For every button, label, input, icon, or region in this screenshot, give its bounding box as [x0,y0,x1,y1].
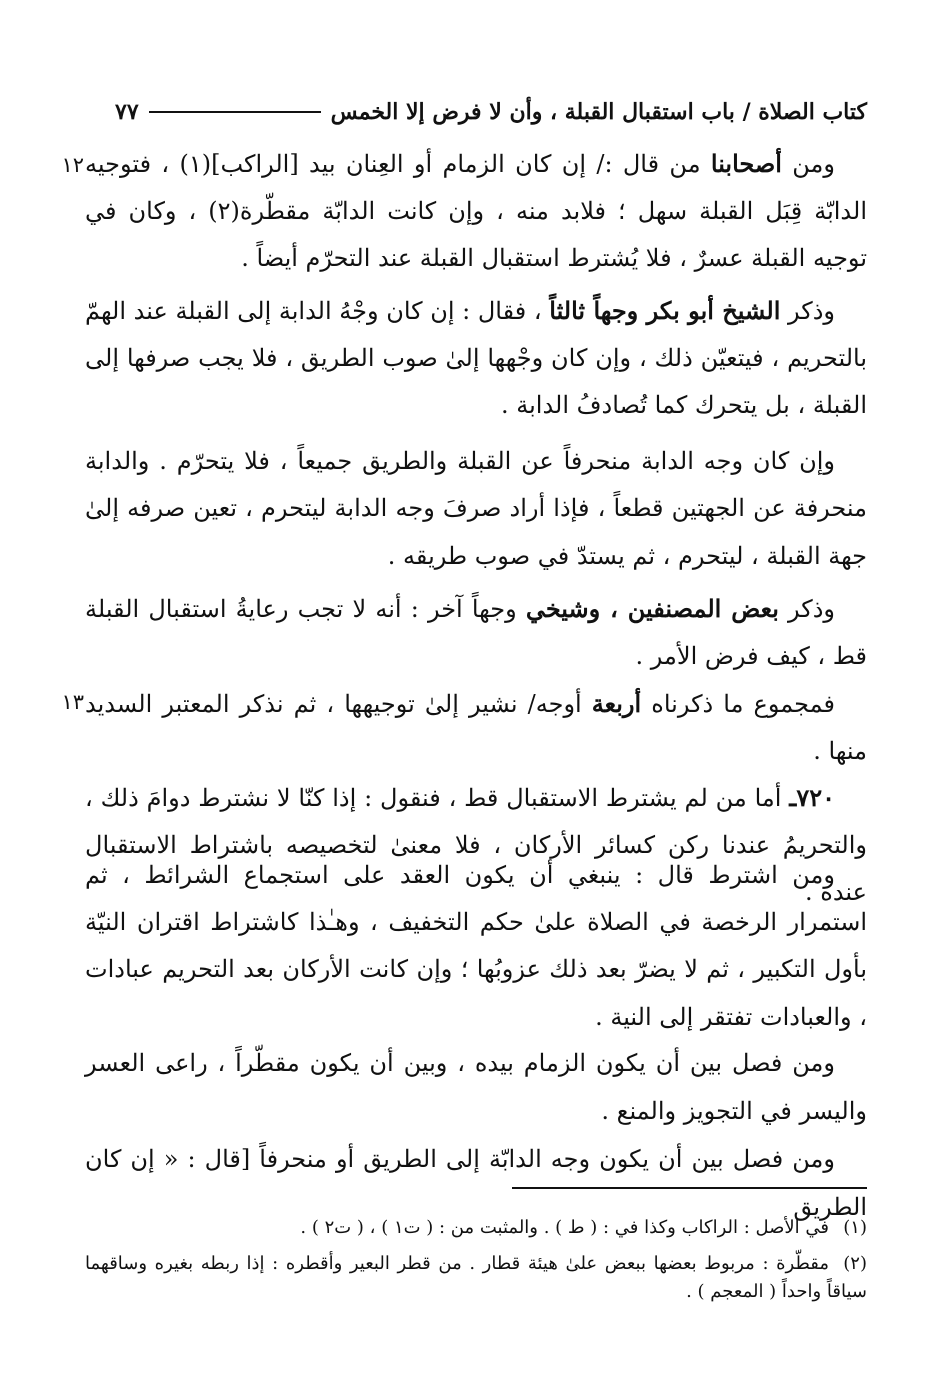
paragraph: ومن فصل بين أن يكون وجه الدابّة إلى الطريق أو منحرفاً [قال : « إن كان الطريق [85,1145,867,1221]
margin-number: ١٣ [61,690,84,714]
paragraph: وإن كان وجه الدابة منحرفاً عن القبلة والطريق جميعاً ، فلا يتحرّم . والدابة منحرفة عن الجهتين قطعاً ، فإذا أراد صرفَ وجه الدابة ليتحرم ، تعين صرفه إلىٰ جهة القبلة ، ليتحرم ، ثم يستدّ في صوب طريقه . [85,447,868,570]
header-title: كتاب الصلاة / باب استقبال القبلة ، وأن لا فرض إلا الخمس [330,99,867,125]
footnote [85,1250,867,1306]
paragraph: وذكر الشيخ أبو بكر وجهاً ثالثاً ، فقال : إن كان وجْهُ الدابة إلى القبلة عند الهمّ بالتحريم ، فيتعيّن ذلك ، وإن كان وجْهها إلىٰ صوب الطريق ، فلا يجب صرفها إلى القبلة ، بل يتحرك كما تُصادفُ الدابة . [85,296,867,419]
footnote-number: (٢) [843,1253,867,1274]
paragraph: ومن اشترط قال : ينبغي أن يكون العقد على استجماع الشرائط ، ثم استمرار الرخصة في الصلاة علىٰ حكم التخفيف ، وهـٰذا كاشتراط اقتران النيّة بأول التكبير ، ثم لا يضرّ بعد ذلك عزوبُها ؛ وإن كانت الأركان بعد التحريم عبادات ، والعبادات تفتقر إلى النية . [85,861,867,1031]
paragraph: فمجموع ما ذكرناه أربعة أوجه/ نشير إلىٰ توجيهها ، ثم نذكر المعتبر السديد منها . [85,689,867,765]
footnote-separator [512,1187,867,1189]
footnote-text: مقطّرة : مربوط بعضها ببعض علىٰ هيئة قطار . من قطر البعير وأقطره : إذا ربطه بغيره وساقهما سياقاً واحداً ( المعجم ) . [85,1253,867,1302]
footnote-number: (١) [843,1217,867,1238]
header-rule [149,111,321,113]
running-header [115,92,867,132]
margin-number: ١٢ [61,153,84,177]
footnote [85,1214,867,1242]
paragraph: ومن فصل بين أن يكون الزمام بيده ، وبين أن يكون مقطّراً ، راعى العسر واليسر في التجويز والمنع . [85,1049,867,1125]
paragraph: ٧٢٠ـ أما من لم يشترط الاستقبال قط ، فنقول : إذا كنّا لا نشترط دوامَ ذلك ، والتحريمُ عندنا ركن كسائر الأركان ، فلا معنىٰ لتخصيصه باشتراط الاستقبال عنده . [85,783,867,906]
paragraph: ومن أصحابنا من قال :/ إن كان الزمام أو العِنان بيد [الراكب](١) ، فتوجيه الدابّة قِبَل القبلة سهل ؛ فلابد منه ، وإن كانت الدابّة مقطّرة(٢) ، وكان في توجيه القبلة عسرٌ ، فلا يُشترط استقبال القبلة عند التحرّم أيضاً . [85,149,867,272]
page-number: ٧٧ [115,99,139,125]
paragraph: وذكر بعض المصنفين ، وشيخي وجهاً آخر : أنه لا تجب رعايةُ استقبال القبلة قط ، كيف فرض الأمر . [85,594,867,670]
footnote-text: في الأصل : الراكاب وكذا في : ( ط ) . والمثبت من : ( ت١ ) ، ( ت٢ ) . [300,1217,829,1238]
